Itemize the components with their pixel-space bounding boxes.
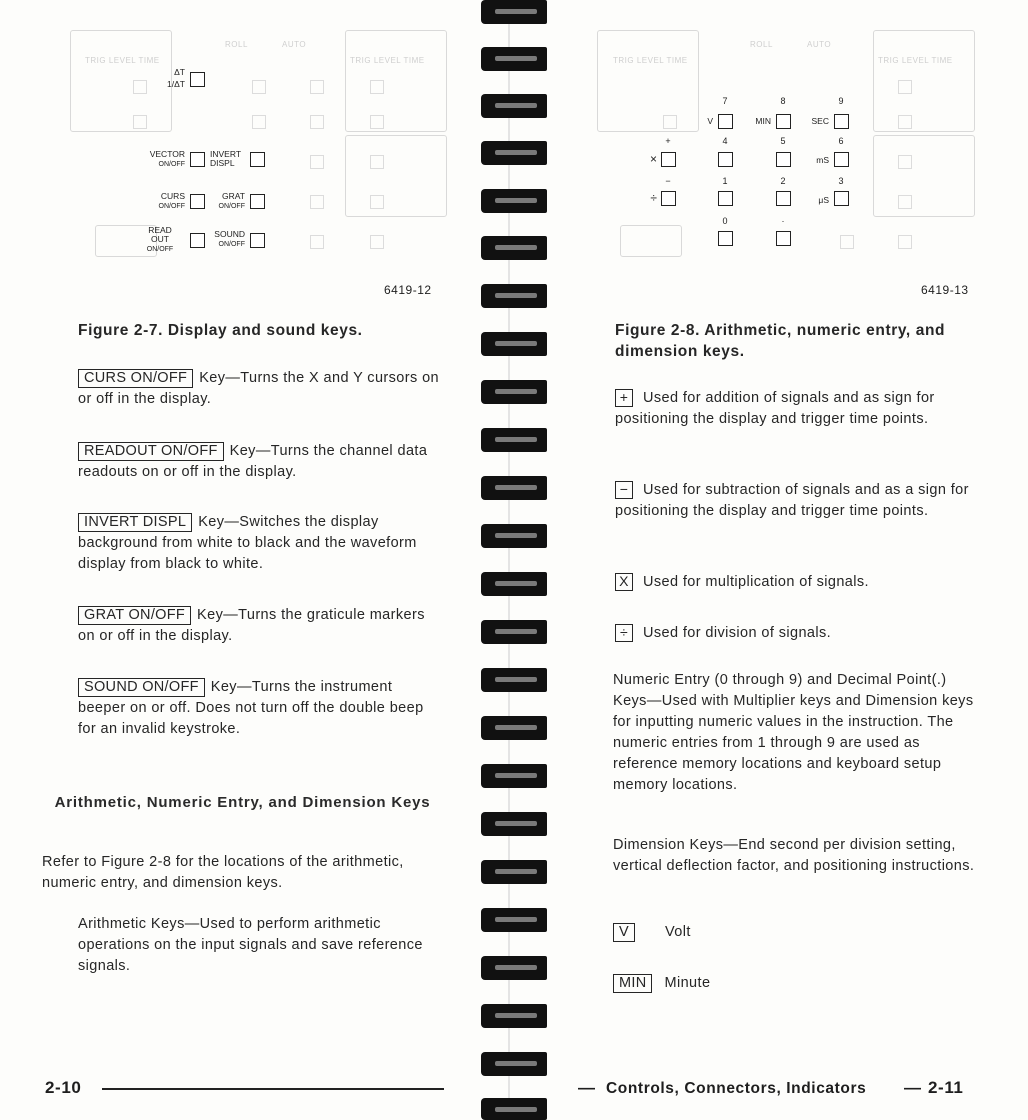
key-name: GRAT ON/OFF	[78, 606, 191, 625]
digit-5-label: 5	[780, 136, 786, 146]
digit-0-label: 0	[722, 216, 728, 226]
ghost-panel	[70, 30, 172, 132]
list-item: V Volt	[613, 922, 913, 943]
figure-caption: Figure 2-8. Arithmetic, numeric entry, and dimension keys.	[615, 322, 946, 360]
divide-key-symbol: ÷	[615, 624, 633, 642]
invert-key-label: INVERT DISPL	[210, 149, 242, 168]
volt-key-name: V	[613, 923, 635, 942]
vector-key-label: VECTOR ON/OFF	[149, 149, 185, 168]
digit-7-label: 7	[722, 96, 728, 106]
list-item: ÷ Used for division of signals.	[615, 623, 979, 644]
digit-3-label: 3	[838, 176, 844, 186]
binding-ring	[481, 47, 547, 71]
sound-key-label: SOUND ON/OFF	[214, 229, 245, 248]
binding-ring	[481, 860, 547, 884]
footer-dash-left: —	[578, 1078, 596, 1097]
figure-2-8-keypad: TRIG LEVEL TIME TRIG LEVEL TIME ROLL AUTO 7 8 9 V MIN SEC + 4 5 6 × mS − 1 2 3 ÷ μS 0 .	[595, 30, 1015, 280]
inverse-delta-t-label: 1/ΔT	[167, 79, 185, 89]
list-item: SOUND ON/OFF Key—Turns the instrument beeper on or off. Does not turn off the double beep for an invalid keystroke.	[78, 679, 424, 737]
binding-ring	[481, 380, 547, 404]
curs-key[interactable]	[190, 194, 205, 209]
divide-label: ÷	[650, 191, 657, 205]
binding-ring	[481, 812, 547, 836]
list-item: READOUT ON/OFF Key—Turns the channel data readouts on or off in the display.	[78, 443, 428, 480]
binding-ring	[481, 572, 547, 596]
digit-1-label: 1	[722, 176, 728, 186]
readout-key-label: READ OUT ON/OFF	[146, 225, 174, 253]
volt-label: V	[707, 116, 713, 126]
key-name: INVERT DISPL	[78, 513, 192, 532]
binding-ring	[481, 1004, 547, 1028]
list-item: GRAT ON/OFF Key—Turns the graticule markers on or off in the display.	[78, 607, 425, 644]
grat-key-label: GRAT ON/OFF	[218, 191, 245, 210]
binding-ring	[481, 94, 547, 118]
page-number: 2-11	[928, 1078, 964, 1097]
list-item: MIN Minute	[613, 973, 913, 994]
ghost-panel	[345, 135, 447, 217]
dimension-paragraph: Dimension Keys—End second per division setting, vertical deflection factor, and positioning instructions.	[613, 837, 975, 874]
binding-ring	[481, 524, 547, 548]
sec-label: SEC	[811, 116, 829, 126]
ms-label: mS	[816, 155, 829, 165]
minute-key-name: MIN	[613, 974, 652, 993]
delta-t-key[interactable]	[190, 72, 205, 87]
spiral-binding	[472, 0, 552, 1120]
right-page	[545, 0, 1028, 1120]
grat-key[interactable]	[250, 194, 265, 209]
binding-ring	[481, 284, 547, 308]
binding-ring	[481, 428, 547, 452]
figure-2-7-keypad: TRIG LEVEL TIME TRIG LEVEL TIME ROLL AUTO ΔT 1/ΔT VECTOR ON/OFF INVERT DISPL CURS ON/OFF GRAT ON/OFF READ OUT ON/OFF SOUND ON/OFF	[60, 30, 460, 280]
min-label: MIN	[755, 116, 771, 126]
figure-number: 6419-13	[921, 283, 969, 297]
list-item: X Used for multiplication of signals.	[615, 572, 979, 593]
binding-ring	[481, 236, 547, 260]
key-name: READOUT ON/OFF	[78, 442, 224, 461]
figure-caption: Figure 2-7. Display and sound keys.	[78, 322, 363, 339]
times-label: ×	[649, 152, 657, 166]
digit-3-us-key[interactable]	[834, 191, 849, 206]
footer-rule	[102, 1088, 444, 1090]
binding-ring	[481, 716, 547, 740]
us-label: μS	[818, 195, 829, 205]
key-name: SOUND ON/OFF	[78, 678, 205, 697]
list-item: CURS ON/OFF Key—Turns the X and Y cursors on or off in the display.	[78, 370, 440, 407]
digit-4-key[interactable]	[718, 152, 733, 167]
binding-ring	[481, 189, 547, 213]
ghost-panel	[345, 30, 447, 132]
refer-paragraph: Refer to Figure 2-8 for the locations of the arithmetic, numeric entry, and dimension keys.	[42, 854, 404, 891]
plus-key-symbol: +	[615, 389, 633, 407]
binding-ring	[481, 0, 547, 24]
vector-key[interactable]	[190, 152, 205, 167]
delta-t-label: ΔT	[174, 67, 185, 77]
binding-ring	[481, 1098, 547, 1120]
list-item: − Used for subtraction of signals and as a sign for positioning the display and trigger time points.	[615, 481, 969, 519]
footer-dash-right: —	[904, 1078, 922, 1097]
page-number: 2-10	[45, 1078, 82, 1097]
ghost-panel	[620, 225, 682, 257]
arithmetic-paragraph: Arithmetic Keys—Used to perform arithmetic operations on the input signals and save reference signals.	[78, 916, 423, 974]
curs-key-label: CURS ON/OFF	[158, 191, 185, 210]
binding-ring	[481, 620, 547, 644]
digit-8-min-key[interactable]	[776, 114, 791, 129]
binding-ring	[481, 668, 547, 692]
list-item: + Used for addition of signals and as sign for positioning the display and trigger time points.	[615, 389, 935, 427]
footer-title: Controls, Connectors, Indicators	[606, 1080, 867, 1097]
minus-key-symbol: −	[615, 481, 633, 499]
binding-ring	[481, 141, 547, 165]
digit-6-label: 6	[838, 136, 844, 146]
decimal-point-key[interactable]	[776, 231, 791, 246]
minus-divide-key[interactable]	[661, 191, 676, 206]
digit-7-volt-key[interactable]	[718, 114, 733, 129]
digit-6-ms-key[interactable]	[834, 152, 849, 167]
digit-4-label: 4	[722, 136, 728, 146]
left-page	[0, 0, 470, 1120]
figure-number: 6419-12	[384, 283, 432, 297]
ghost-panel	[873, 135, 975, 217]
plus-times-key[interactable]	[661, 152, 676, 167]
binding-ring	[481, 956, 547, 980]
digit-2-label: 2	[780, 176, 786, 186]
list-item: INVERT DISPL Key—Switches the display background from white to black and the waveform display from black to white.	[78, 514, 417, 572]
key-name: CURS ON/OFF	[78, 369, 193, 388]
binding-ring	[481, 476, 547, 500]
sound-key[interactable]	[250, 233, 265, 248]
digit-5-key[interactable]	[776, 152, 791, 167]
readout-key[interactable]	[190, 233, 205, 248]
ghost-panel	[597, 30, 699, 132]
binding-ring	[481, 332, 547, 356]
numeric-entry-paragraph: Numeric Entry (0 through 9) and Decimal Point(.) Keys—Used with Multiplier keys and Dimension keys for inputting numeric values in the instruction. The numeric entries from 1 through 9 are used as reference memory locations and keyboard setup memory locations.	[613, 672, 974, 793]
binding-ring	[481, 764, 547, 788]
digit-1-key[interactable]	[718, 191, 733, 206]
binding-ring	[481, 1052, 547, 1076]
digit-9-label: 9	[838, 96, 844, 106]
ghost-panel	[873, 30, 975, 132]
digit-9-sec-key[interactable]	[834, 114, 849, 129]
section-heading: Arithmetic, Numeric Entry, and Dimension Keys	[54, 794, 431, 811]
invert-displ-key[interactable]	[250, 152, 265, 167]
decimal-point-label: .	[781, 214, 785, 224]
digit-0-key[interactable]	[718, 231, 733, 246]
times-key-symbol: X	[615, 573, 633, 591]
digit-2-key[interactable]	[776, 191, 791, 206]
plus-label: +	[665, 136, 671, 146]
digit-8-label: 8	[780, 96, 786, 106]
binding-ring	[481, 908, 547, 932]
minus-label: −	[665, 176, 671, 186]
